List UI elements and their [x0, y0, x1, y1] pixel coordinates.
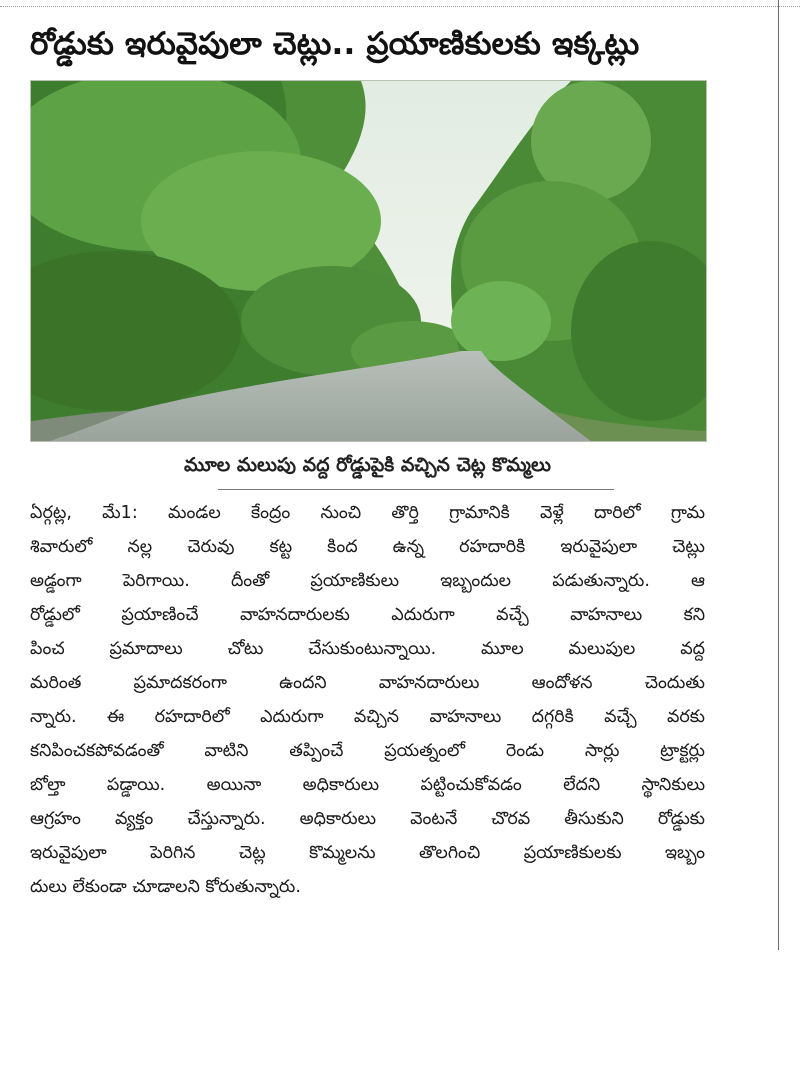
body-line: ఏర్గట్ల, మే1: మండల కేంద్రం నుంచి తొర్తి గ్రామానికి వెళ్లే దారిలో గ్రామ: [30, 503, 705, 523]
body-line: మరింత ప్రమాదకరంగా ఉందని వాహనదారులు ఆందోళన చెందుతు: [30, 673, 705, 693]
photo-caption: మూల మలుపు వద్ద రోడ్డుపైకి వచ్చిన చెట్ల కొమ్మలు: [183, 454, 551, 476]
body-line: న్నారు. ఈ రహదారిలో ఎదురుగా వచ్చిన వాహనాలు దగ్గరికి వచ్చే వరకు: [30, 707, 705, 727]
caption-underline: [218, 489, 614, 490]
body-line: శివారులో నల్ల చెరువు కట్ట కింద ఉన్న రహదారికి ఇరువైపులా చెట్లు: [30, 537, 705, 557]
body-line: రోడ్డులో ప్రయాణించే వాహనదారులకు ఎదురుగా వచ్చే వాహనాలు కని: [30, 605, 705, 625]
article-body: [30, 496, 705, 904]
body-line: కనిపించకపోవడంతో వాటిని తప్పించే ప్రయత్నంలో రెండు సార్లు ట్రాక్టర్లు: [30, 741, 705, 761]
body-line: పించ ప్రమాదాలు చోటు చేసుకుంటున్నాయి. మూల మలుపుల వద్ద: [30, 639, 705, 659]
body-line: ఇరువైపులా పెరిగిన చెట్ల కొమ్మలను తొలగించి ప్రయాణికులకు ఇబ్బం: [30, 843, 705, 863]
clipped-previous-article-edge: [0, 0, 800, 7]
article-photo: [30, 80, 707, 442]
body-line: బోల్తా పడ్డాయి. అయినా అధికారులు పట్టించుకోవడం లేదని స్థానికులు: [30, 775, 705, 795]
column-divider: [778, 0, 779, 950]
body-line: దులు లేకుండా చూడాలని కోరుతున్నారు.: [30, 877, 301, 897]
road-trees-photo: [31, 81, 706, 441]
body-line: ఆగ్రహం వ్యక్తం చేస్తున్నారు. అధికారులు వెంటనే చొరవ తీసుకుని రోడ్డుకు: [30, 809, 705, 829]
article-headline: రోడ్డుకు ఇరువైపులా చెట్లు.. ప్రయాణికులకు ఇక్కట్లు: [30, 26, 640, 62]
body-line: అడ్డంగా పెరిగాయి. దీంతో ప్రయాణికులు ఇబ్బందుల పడుతున్నారు. ఆ: [30, 571, 705, 591]
